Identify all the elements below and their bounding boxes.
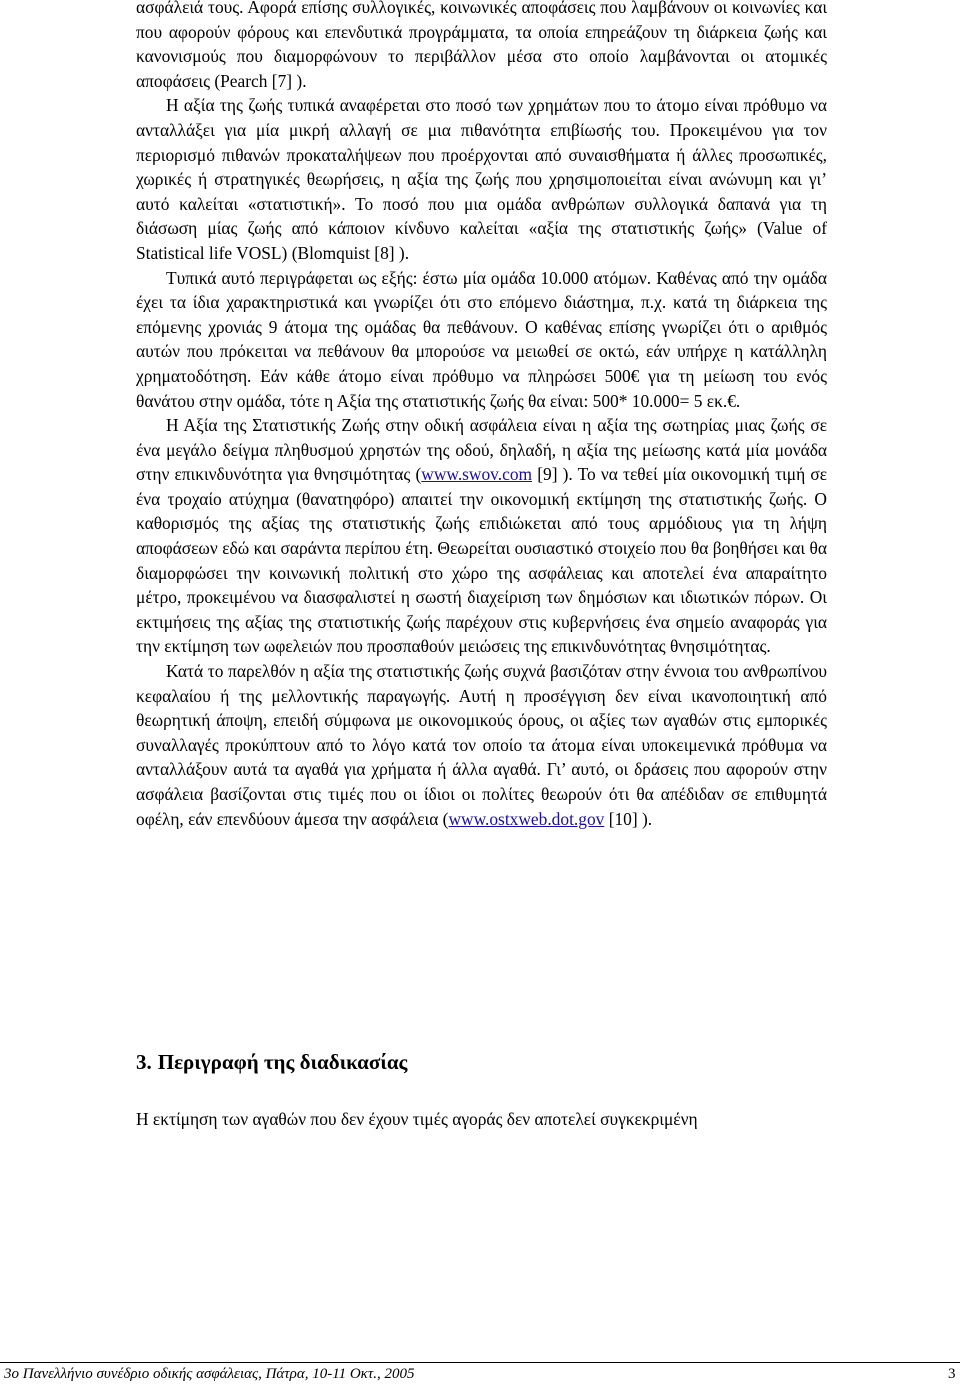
body-text-bottom	[136, 1107, 827, 1132]
paragraph-4-text-b: [9] ). Το να τεθεί μία οικονομική τιμή σε ένα τροχαίο ατύχημα (θανατηφόρο) απαιτεί την οικονομική εκτίμηση της στατιστικής ζωής. Ο καθορισμός της αξίας της στατιστικής ζωής επιδιώκεται από τους αρμόδιους για τη λήψη αποφάσεων εδώ και σαράντα περίπου έτη. Θεωρείται ουσιαστικό στοιχείο που θα βοηθήσει και θα διαμορφώσει την κοινωνική πολιτική στο χώρο της ασφάλειας και αποτελεί ένα απαραίτητο μέτρο, προκειμένου να διασφαλιστεί η σωστή διαχείριση των δημόσιων και ιδιωτικών πόρων. Οι εκτιμήσεις της αξίας της στατιστικής ζωής παρέχουν στις κυβερνήσεις ένα σημείο αναφοράς για την εκτίμηση των ωφελειών που προσπαθούν μειώσεις της επικινδυνότητας θνησιμότητας.	[136, 464, 827, 657]
paragraph-5	[136, 659, 827, 831]
footer-divider	[0, 1362, 960, 1363]
swov-link[interactable]: www.swov.com	[421, 464, 533, 485]
paragraph-3: Τυπικά αυτό περιγράφεται ως εξής: έστω μία ομάδα 10.000 ατόμων. Καθένας από την ομάδα έχει τα ίδια χαρακτηριστικά και γνωρίζει ότι στο επόμενο διάστημα, π.χ. κατά τη διάρκεια της επόμενης χρονιάς 9 άτομα της ομάδας θα πεθάνουν. Ο καθένας επίσης γνωρίζει ότι ο αριθμός αυτών που πρόκειται να πεθάνουν θα μπορούσε να μειωθεί σε οκτώ, εάν υπήρχε η κατάλληλη χρηματοδότηση. Εάν κάθε άτομο είναι πρόθυμο να πληρώσει 500€ για τη μείωση του ενός θανάτου στην ομάδα, τότε η Αξία της στατιστικής ζωής θα είναι: 500* 10.000= 5 εκ.€.	[136, 267, 827, 411]
section-heading	[136, 1050, 407, 1075]
paragraph-2: Η αξία της ζωής τυπικά αναφέρεται στο ποσό των χρημάτων που το άτομο είναι πρόθυμο να ανταλλάξει για μία μικρή αλλαγή σε μια πιθανότητα επιβίωσής του. Προκειμένου για τον περιορισμό πιθανών προκαταλήψεων που προέρχονται από συναισθήματα ή άλλες προσωπικές, χωρικές ή στρατηγικές θεωρήσεις, η αξία της ζωής που χρησιμοποιείται είναι ανώνυμη και γι’ αυτό καλείται «στατιστική». Το ποσό που μια ομάδα ανθρώπων συλλογικά δαπανά για τη διάσωση μίας ζωής από κάποιον κίνδυνο καλείται «αξία της στατιστικής ζωής» (Value of Statistical life VOSL) (Blomquist [8] ).	[136, 95, 827, 263]
paragraph-5-text-b: [10] ).	[604, 808, 653, 829]
paragraph-1: ασφάλειά τους. Αφορά επίσης συλλογικές, κοινωνικές αποφάσεις που λαμβάνουν οι κοινωνίες και που αφορούν φόρους και επενδυτικά προγράμματα, τα οποία επηρεάζουν τη διάρκεια ζωής και κανονισμούς που διαμορφώνουν το περιβάλλον μέσα στο οποίο λαμβάνονται οι ατομικές αποφάσεις (Pearch [7] ).	[136, 0, 827, 91]
ostxweb-link[interactable]: www.ostxweb.dot.gov	[448, 808, 605, 829]
section-title: Περιγραφή της διαδικασίας	[157, 1050, 408, 1074]
page-number: 3	[948, 1366, 956, 1382]
paragraph-6: Η εκτίμηση των αγαθών που δεν έχουν τιμές αγοράς δεν αποτελεί συγκεκριμένη	[136, 1109, 698, 1129]
paragraph-5-text-a: Κατά το παρελθόν η αξία της στατιστικής ζωής συχνά βασιζόταν στην έννοια του ανθρωπίνου κεφαλαίου ή της μελλοντικής παραγωγής. Αυτή η προσέγγιση δεν είναι ικανοποιητική από θεωρητική άποψη, επειδή σύμφωνα με οικονομικούς όρους, οι αξίες των αγαθών στις εμπορικές συναλλαγές προκύπτουν από το λόγο κατά τον οποίο τα άτομα είναι υποκειμενικά πρόθυμα να ανταλλάξουν αυτά τα αγαθά για χρήματα ή άλλα αγαθά. Γι’ αυτό, οι δράσεις που αφορούν στην ασφάλεια βασίζονται στις τιμές που οι ίδιοι οι πολίτες θεωρούν ότι θα απέδιδαν σε επιθυμητά οφέλη, εάν επενδύουν άμεσα την ασφάλεια (	[136, 661, 827, 829]
paragraph-4	[136, 413, 827, 659]
footer-conference: 3ο Πανελλήνιο συνέδριο οδικής ασφάλειας, Πάτρα, 10-11 Οκτ., 2005	[4, 1366, 415, 1382]
body-text-top	[136, 0, 827, 831]
paragraph-4-text-a: Η Αξία της Στατιστικής Ζωής στην οδική ασφάλεια είναι η αξία της σωτηρίας μιας ζωής σε ένα μεγάλο δείγμα πληθυσμού χρηστών της οδού, δηλαδή, η αξία της μείωσης κατά μία μονάδα στην επικινδυνότητα για θνησιμότητας (	[136, 415, 827, 485]
section-number: 3.	[136, 1050, 152, 1074]
